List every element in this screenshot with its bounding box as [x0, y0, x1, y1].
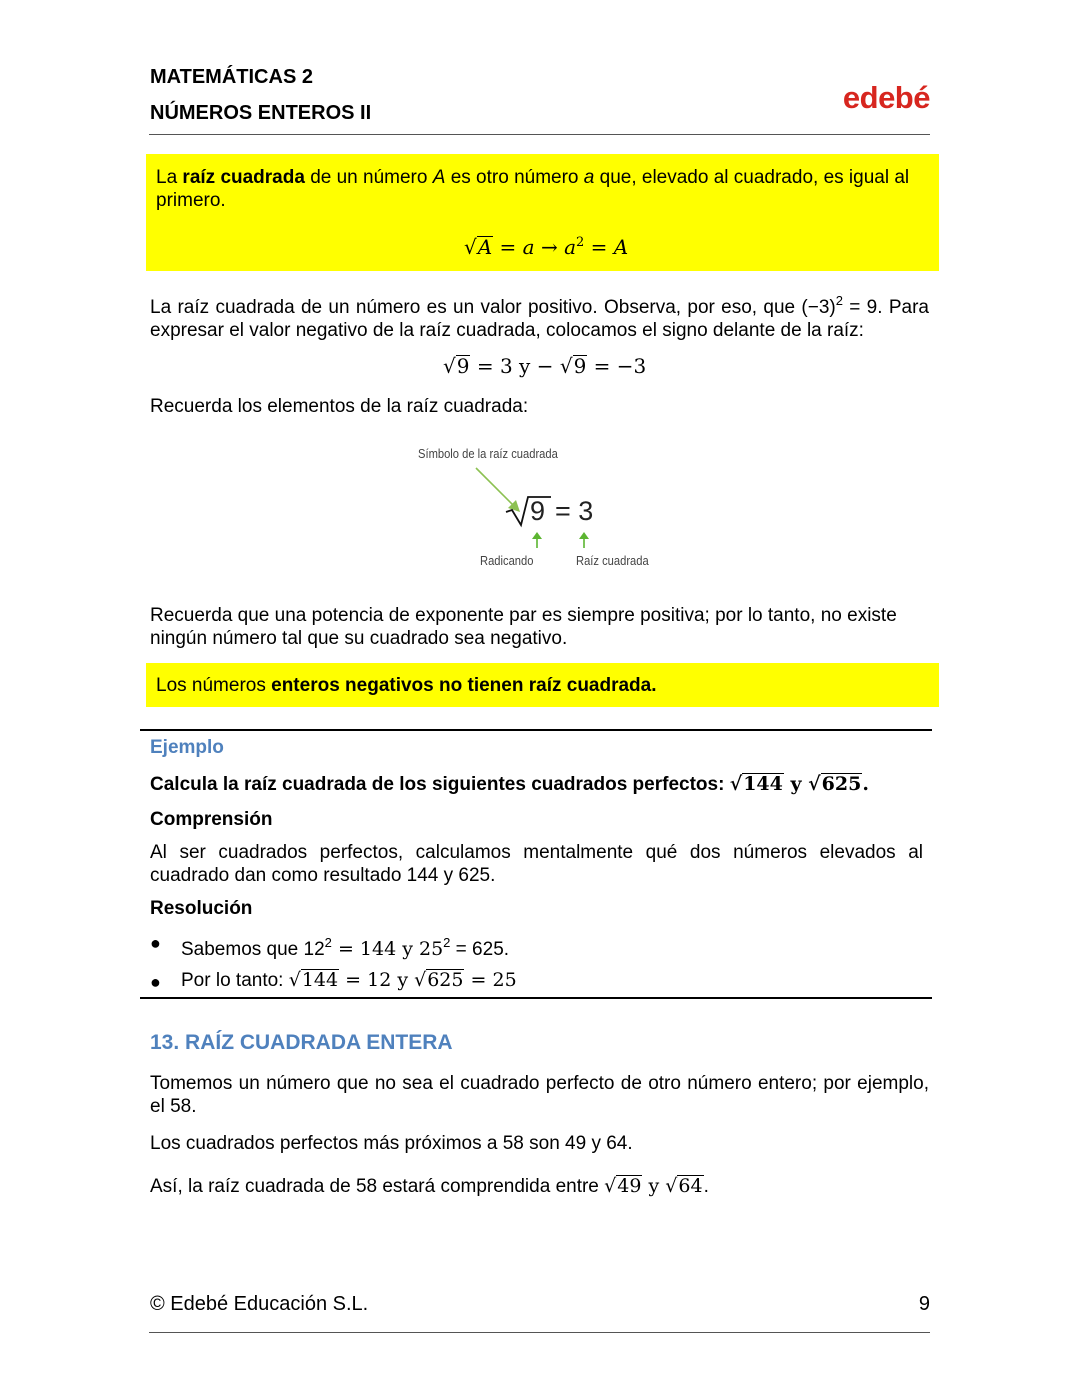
sqrt-sign: √ — [604, 1175, 617, 1197]
statement-radicand-1: 144 — [743, 773, 783, 795]
p3-radicand-2: 64 — [678, 1175, 703, 1197]
negatives-bold: enteros negativos no tienen raíz cuadrada. — [271, 675, 657, 696]
comprehension-title: Comprensión — [150, 809, 273, 830]
statement-end: . — [862, 773, 869, 795]
header-divider — [149, 134, 930, 135]
formula-middle: = a → a — [493, 235, 576, 259]
comprehension-text: Al ser cuadrados perfectos, calculamos mentalmente qué dos números elevados al cuadrado dan como resultado 144 y 625. — [150, 842, 923, 886]
example-bottom-rule — [140, 997, 932, 999]
def-post: que, elevado al cuadrado, es igual al primero. — [156, 167, 910, 211]
def-var-A: A — [432, 167, 446, 188]
def-var-a: a — [583, 167, 595, 188]
bullet1-end: = 625. — [450, 939, 510, 960]
bullet1-exp2: 2 — [443, 935, 451, 950]
diagram-symbol-label: Símbolo de la raíz cuadrada — [418, 446, 558, 461]
statement-math — [730, 773, 869, 795]
footer-page-number: 9 — [918, 1293, 930, 1315]
p3-math — [604, 1175, 703, 1197]
p3-pre: Así, la raíz cuadrada de 58 estará comprendida entre — [150, 1176, 605, 1197]
example-statement — [150, 773, 869, 796]
sqrt-sign: √ — [443, 354, 456, 378]
section13-title: 13. RAÍZ CUADRADA ENTERA — [150, 1031, 453, 1054]
remember-elements: Recuerda los elementos de la raíz cuadrada: — [150, 396, 529, 417]
radicand-arrow-head — [532, 532, 542, 539]
formula-radicand: A — [477, 235, 493, 259]
section13-p2: Los cuadrados perfectos más próximos a 58 son 49 y 64. — [150, 1133, 633, 1154]
footer-copyright: © Edebé Educación S.L. — [150, 1293, 369, 1315]
sqrt-sign: √ — [729, 773, 743, 795]
positive-exponent: 2 — [835, 293, 843, 308]
formula-exponent: 2 — [576, 235, 585, 250]
formula-sqrt9 — [443, 354, 646, 378]
header-subject: MATEMÁTICAS 2 — [150, 66, 313, 88]
header-topic: NÚMEROS ENTEROS II — [150, 102, 372, 124]
sqrt-sign: √ — [414, 969, 427, 991]
diagram-result: = 3 — [555, 496, 594, 526]
sqrt-sign: √ — [559, 354, 573, 378]
bullet2-radicand-2: 625 — [427, 969, 464, 991]
def-mid2: es otro número — [445, 167, 584, 188]
sqrt9-middle: = 3 y − — [470, 354, 560, 378]
bullet2-pre: Por lo tanto: — [181, 970, 289, 991]
section13-p3 — [150, 1175, 709, 1198]
statement-and: y — [783, 773, 809, 795]
diagram-radicand: 9 — [530, 496, 546, 526]
paragraph-positive-root — [150, 289, 929, 342]
example-top-rule — [140, 729, 932, 731]
sqrt-sign: √ — [288, 969, 301, 991]
bullet-2 — [181, 969, 517, 992]
p3-radicand-1: 49 — [617, 1175, 642, 1197]
sqrt-sign: √ — [808, 773, 821, 795]
def-bold-term: raíz cuadrada — [182, 167, 305, 188]
bullet-dot: ● — [150, 933, 161, 953]
section13-p1: Tomemos un número que no sea el cuadrado perfecto de otro número entero; por ejemplo, el 58. — [150, 1073, 929, 1117]
sqrt-sign: √ — [665, 1175, 678, 1197]
formula-end: = A — [584, 235, 629, 259]
sqrt9-radicand-2: 9 — [573, 354, 587, 378]
paragraph-even-power: Recuerda que una potencia de exponente par es siempre positiva; por lo tanto, no existe ningún número tal que su cuadrado sea negativo. — [150, 605, 897, 649]
bullet2-radicand-1: 144 — [301, 969, 339, 991]
resolution-title: Resolución — [150, 898, 253, 919]
sqrt9-end: = −3 — [587, 354, 647, 378]
def-pre: La — [156, 167, 183, 188]
bullet-dot: ● — [150, 972, 161, 992]
def-mid1: de un número — [304, 167, 433, 188]
definition-box — [146, 154, 939, 271]
example-title: Ejemplo — [150, 737, 224, 758]
sqrt-sign: √ — [464, 235, 477, 259]
bullet1-exp1: 2 — [324, 935, 332, 950]
diagram-radicand-label: Radicando — [480, 553, 534, 568]
bullet1-mid: = 144 y 25 — [331, 938, 444, 960]
bullet2-end: = 25 — [464, 969, 517, 991]
bullet1-pre: Sabemos que 12 — [181, 939, 325, 960]
p3-and: y — [642, 1175, 666, 1197]
statement-radicand-2: 625 — [821, 773, 862, 795]
bullet2-math — [289, 969, 517, 991]
symbol-arrow-line — [476, 468, 516, 508]
square-root-diagram — [400, 440, 700, 580]
statement-text: Calcula la raíz cuadrada de los siguientes cuadrados perfectos: — [150, 774, 730, 795]
edebe-logo: edebé — [842, 80, 930, 115]
positive-text-end: = 9. Para expresar el valor negativo de la raíz cuadrada, colocamos el signo delante de la raíz: — [150, 297, 929, 341]
negatives-box — [146, 663, 939, 707]
diagram-root-label: Raíz cuadrada — [576, 553, 649, 568]
bullet-1 — [181, 931, 509, 961]
footer-divider — [149, 1332, 930, 1333]
root-arrow-head — [579, 532, 589, 539]
p3-end: . — [703, 1176, 709, 1197]
sqrt9-radicand-1: 9 — [456, 354, 470, 378]
definition-formula — [464, 235, 628, 259]
negatives-text — [156, 674, 657, 697]
positive-text: La raíz cuadrada de un número es un valor positivo. Observa, por eso, que (−3) — [150, 297, 836, 318]
negatives-pre: Los números — [156, 675, 272, 696]
definition-text — [156, 166, 931, 212]
bullet2-mid: = 12 y — [339, 969, 415, 991]
